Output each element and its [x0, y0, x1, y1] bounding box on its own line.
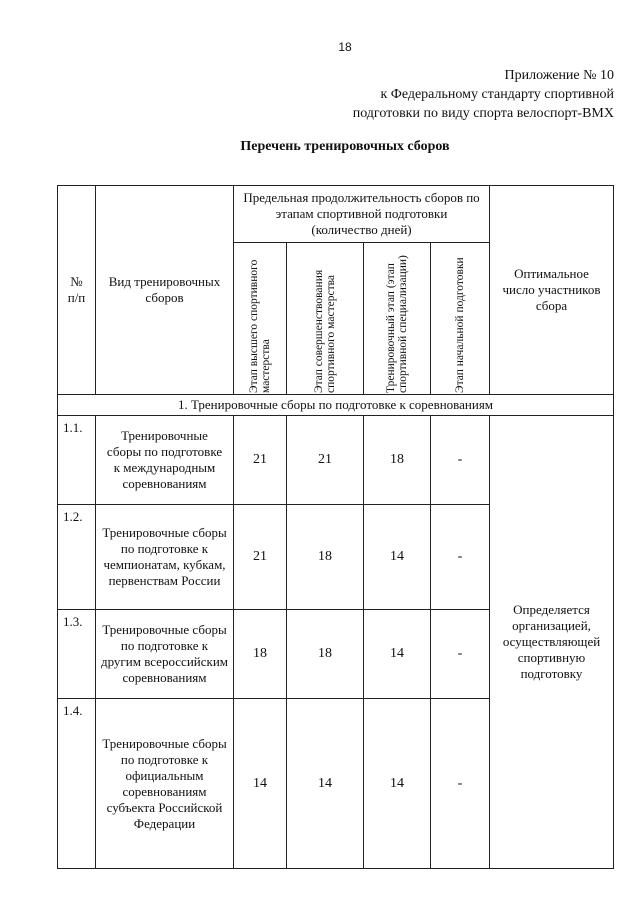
- row-value-stage-4: -: [431, 610, 490, 699]
- header-stage-2-cell: [287, 243, 364, 395]
- page-number: 18: [338, 40, 352, 54]
- row-value-stage-2: 18: [287, 505, 364, 610]
- appendix-header: [353, 66, 614, 123]
- row-name: Тренировочные сборы по подготовке к чемпионатам, кубкам, первенствам России: [96, 505, 234, 610]
- row-value-stage-3: 14: [364, 505, 431, 610]
- row-value-stage-3: 18: [364, 416, 431, 505]
- training-camps-table: [57, 185, 614, 869]
- document-title: Перечень тренировочных сборов: [240, 139, 450, 154]
- header-stage-3: Тренировочный этап (этап спортивной специализации): [385, 254, 409, 393]
- row-number: 1.3.: [58, 610, 96, 699]
- row-value-stage-1: 14: [234, 699, 287, 869]
- row-value-stage-4: -: [431, 505, 490, 610]
- row-value-stage-3: 14: [364, 610, 431, 699]
- header-stage-1-cell: [234, 243, 287, 395]
- row-value-stage-2: 18: [287, 610, 364, 699]
- row-value-stage-4: -: [431, 416, 490, 505]
- header-duration: Предельная продолжительность сборов по этапам спортивной подготовки (количество дней): [234, 186, 490, 243]
- section-1-heading: 1. Тренировочные сборы по подготовке к соревнованиям: [58, 395, 614, 416]
- row-name: Тренировочные сборы по подготовке к официальным соревнованиям субъекта Российской Федерации: [96, 699, 234, 869]
- row-number: 1.2.: [58, 505, 96, 610]
- appendix-line-2: к Федеральному стандарту спортивной: [380, 87, 614, 102]
- header-num: № п/п: [58, 186, 96, 395]
- row-value-stage-4: -: [431, 699, 490, 869]
- row-number: 1.1.: [58, 416, 96, 505]
- row-number: 1.4.: [58, 699, 96, 869]
- row-name: Тренировочные сборы по подготовке к международным соревнованиям: [96, 416, 234, 505]
- row-name: Тренировочные сборы по подготовке к другим всероссийским соревнованиям: [96, 610, 234, 699]
- table-row: [58, 416, 614, 505]
- header-stage-2: Этап совершенствования спортивного мастерства: [313, 269, 337, 393]
- appendix-line-3: подготовки по виду спорта велоспорт-BMX: [352, 106, 614, 121]
- header-stage-3-cell: [364, 243, 431, 395]
- header-participants: Оптимальное число участников сбора: [490, 186, 614, 395]
- row-value-stage-1: 21: [234, 505, 287, 610]
- row-value-stage-1: 21: [234, 416, 287, 505]
- row-value-stage-1: 18: [234, 610, 287, 699]
- row-value-stage-2: 21: [287, 416, 364, 505]
- row-value-stage-3: 14: [364, 699, 431, 869]
- appendix-line-1: Приложение № 10: [504, 68, 614, 83]
- header-stage-1: Этап высшего спортивного мастерства: [248, 259, 272, 393]
- header-type: Вид тренировочных сборов: [96, 186, 234, 395]
- header-stage-4: Этап начальной подготовки: [454, 256, 466, 393]
- header-stage-4-cell: [431, 243, 490, 395]
- row-value-stage-2: 14: [287, 699, 364, 869]
- participants-value: Определяется организацией, осуществляющей спортивную подготовку: [490, 416, 614, 869]
